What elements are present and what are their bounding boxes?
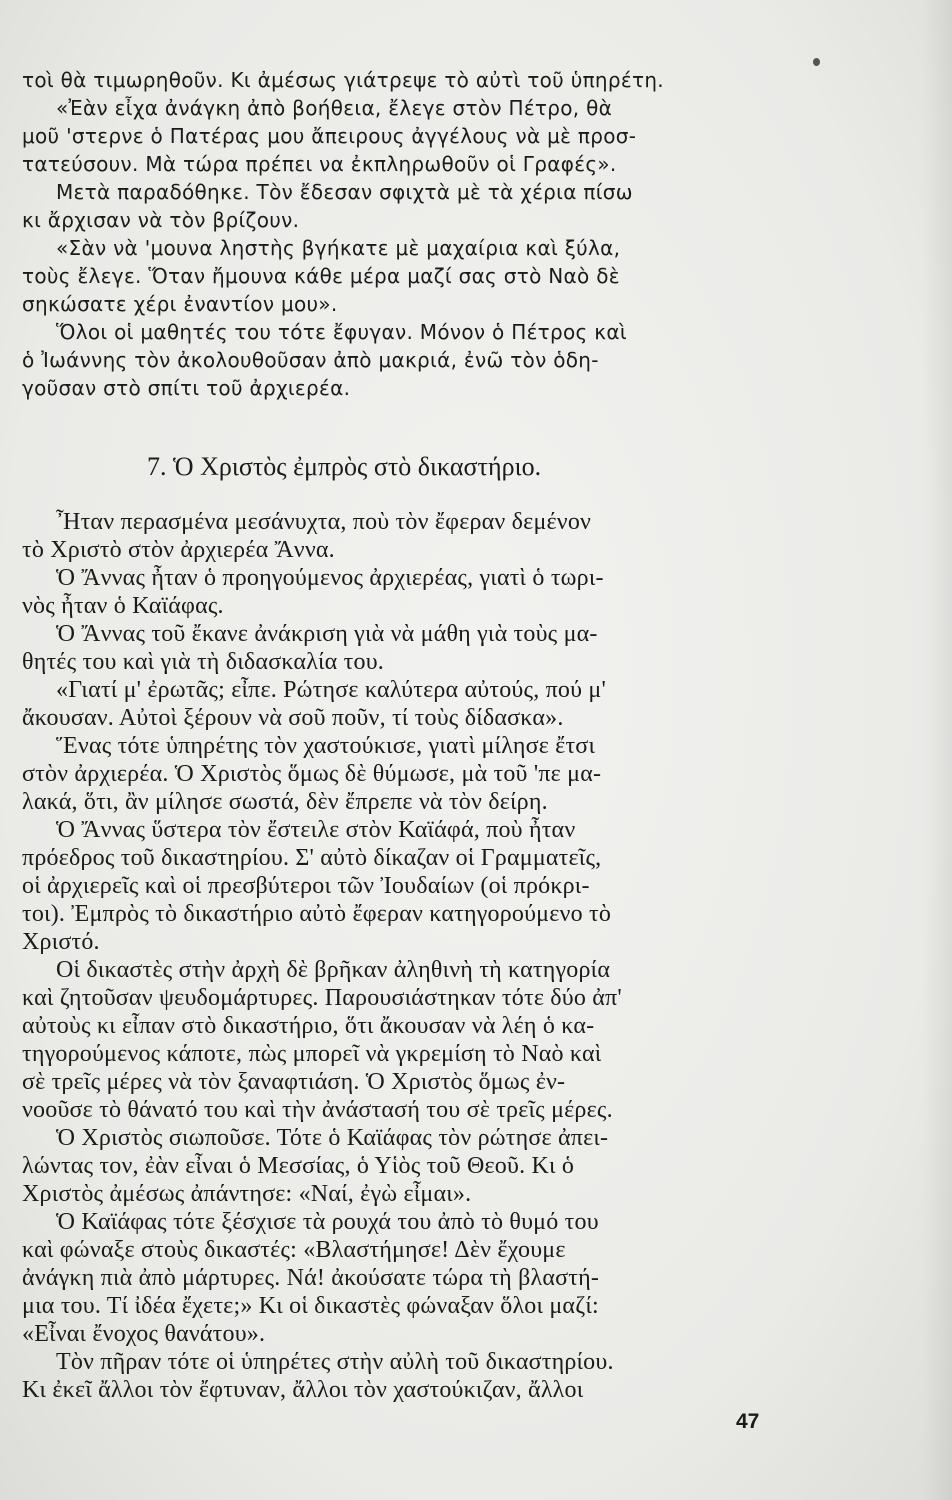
text-line: Κι ἐκεῖ ἄλλοι τὸν ἔφτυναν, ἄλλοι τὸν χαστούκιζαν, ἄλλοι — [22, 1377, 584, 1403]
text-line: Ὁ Καϊάφας τότε ξέσχισε τὰ ρουχά του ἀπὸ τὸ θυμό του — [56, 1209, 599, 1235]
text-line: αὐτοὺς κι εἶπαν στὸ δικαστήριο, ὅτι ἄκουσαν νὰ λέη ὁ κα- — [22, 1013, 595, 1039]
text-line: ἄκουσαν. Αὐτοὶ ξέρουν νὰ σοῦ ποῦν, τί τοὺς δίδασκα». — [22, 705, 564, 731]
text-line: Ὁ Ἄννας ἦταν ὁ προηγούμενος ἀρχιερέας, γιατὶ ὁ τωρι- — [56, 565, 604, 591]
text-line: Χριστὸς ἀμέσως ἀπάντησε: «Ναί, ἐγὼ εἶμαι». — [22, 1181, 472, 1207]
text-line: λώντας τον, ἐὰν εἶναι ὁ Μεσσίας, ὁ Υἱὸς τοῦ Θεοῦ. Κι ὁ — [22, 1153, 575, 1179]
text-line: Τὸν πῆραν τότε οἱ ὑπηρέτες στὴν αὐλὴ τοῦ δικαστηρίου. — [56, 1349, 614, 1375]
text-line: τοι). Ἐμπρὸς τὸ δικαστήριο αὐτὸ ἔφεραν κατηγορούμενο τὸ — [22, 901, 612, 927]
text-line: «Εἶναι ἔνοχος θανάτου». — [22, 1321, 266, 1347]
text-line: κι ἄρχισαν νὰ τὸν βρίζουν. — [22, 208, 300, 232]
text-line: σηκώσατε χέρι ἐναντίον μου». — [22, 292, 338, 316]
text-line: νὸς ἦταν ὁ Καϊάφας. — [22, 593, 224, 619]
page-number: 47 — [736, 1410, 760, 1433]
text-line: γοῦσαν στὸ σπίτι τοῦ ἀρχιερέα. — [22, 376, 351, 400]
text-line: Ὁ Χριστὸς σιωποῦσε. Τότε ὁ Καϊάφας τὸν ρώτησε ἀπει- — [56, 1125, 609, 1151]
text-line: ὁ Ἰωάννης τὸν ἀκολουθοῦσαν ἀπὸ μακριά, ἐνῶ τὸν ὁδη- — [22, 348, 599, 372]
text-line: στὸν ἀρχιερέα. Ὁ Χριστὸς ὅμως δὲ θύμωσε, μὰ τοῦ 'πε μα- — [22, 761, 602, 787]
text-line: νοοῦσε τὸ θάνατό του καὶ τὴν ἀνάστασή του σὲ τρεῖς μέρες. — [22, 1097, 613, 1123]
text-line: μια του. Τί ἰδέα ἔχετε;» Κι οἱ δικαστὲς φώναξαν ὅλοι μαζί: — [22, 1293, 599, 1319]
text-line: καὶ ζητοῦσαν ψευδομάρτυρες. Παρουσιάστηκαν τότε δύο ἀπ' — [22, 985, 622, 1011]
page-edge-shadow — [922, 0, 952, 1500]
text-line: θητές του καὶ γιὰ τὴ διδασκαλία του. — [22, 649, 384, 675]
text-line: Ἕνας τότε ὑπηρέτης τὸν χαστούκισε, γιατὶ μίλησε ἔτσι — [56, 733, 596, 759]
text-line: Ὅλοι οἱ μαθητές του τότε ἔφυγαν. Μόνον ὁ Πέτρος καὶ — [56, 320, 627, 344]
text-line: καὶ φώναξε στοὺς δικαστές: «Βλαστήμησε! Δὲν ἔχουμε — [22, 1237, 566, 1263]
section-heading: 7. Ὁ Χριστὸς ἐμπρὸς στὸ δικαστήριο. — [147, 452, 542, 481]
text-line: «Σὰν νὰ 'μουνα ληστὴς βγήκατε μὲ μαχαίρια καὶ ξύλα, — [56, 236, 621, 260]
text-line: Ὁ Ἄννας ὕστερα τὸν ἔστειλε στὸν Καϊάφά, ποὺ ἦταν — [56, 817, 576, 843]
text-line: οἱ ἀρχιερεῖς καὶ οἱ πρεσβύτεροι τῶν Ἰουδαίων (οἱ πρόκρι- — [22, 873, 590, 899]
text-line: «Ἐὰν εἶχα ἀνάγκη ἀπὸ βοήθεια, ἔλεγε στὸν Πέτρο, θὰ — [56, 96, 613, 120]
text-line: πρόεδρος τοῦ δικαστηρίου. Σ' αὐτὸ δίκαζαν οἱ Γραμματεῖς, — [22, 845, 602, 871]
text-line: τοὶ θὰ τιμωρηθοῦν. Κι ἀμέσως γιάτρεψε τὸ αὐτὶ τοῦ ὑπηρέτη. — [22, 68, 664, 92]
text-line: τατεύσουν. Μὰ τώρα πρέπει να ἐκπληρωθοῦν οἱ Γραφές». — [22, 152, 617, 176]
text-line: μοῦ 'στερνε ὁ Πατέρας μου ἄπειρους ἀγγέλους νὰ μὲ προσ- — [22, 124, 637, 148]
text-line: λακά, ὅτι, ἂν μίλησε σωστά, δὲν ἔπρεπε νὰ τὸν δείρη. — [22, 789, 548, 815]
text-line: τοὺς ἔλεγε. Ὅταν ἤμουνα κάθε μέρα μαζί σας στὸ Ναὸ δὲ — [22, 264, 620, 288]
text-line: σὲ τρεῖς μέρες νὰ τὸν ξαναφτιάση. Ὁ Χριστὸς ὅμως ἐν- — [22, 1069, 566, 1095]
text-line: ἀνάγκη πιὰ ἀπὸ μάρτυρες. Νά! ἀκούσατε τώρα τὴ βλαστή- — [22, 1265, 600, 1291]
text-line: Ὁ Ἄννας τοῦ ἔκανε ἀνάκριση γιὰ νὰ μάθη γιὰ τοὺς μα- — [56, 621, 598, 647]
text-line: «Γιατί μ' ἐρωτᾶς; εἶπε. Ρώτησε καλύτερα αὐτούς, πού μ' — [56, 677, 606, 703]
text-line: Χριστό. — [22, 929, 100, 955]
text-line: Ἦταν περασμένα μεσάνυχτα, ποὺ τὸν ἔφεραν δεμένον — [56, 509, 592, 535]
ink-speck — [813, 58, 820, 66]
text-line: τηγορούμενος κάποτε, πὼς μπορεῖ νὰ γκρεμίση τὸ Ναὸ καὶ — [22, 1041, 602, 1067]
text-line: Μετὰ παραδόθηκε. Τὸν ἔδεσαν σφιχτὰ μὲ τὰ χέρια πίσω — [56, 180, 633, 204]
text-line: τὸ Χριστὸ στὸν ἀρχιερέα Ἄννα. — [22, 537, 335, 563]
text-line: Οἱ δικαστὲς στὴν ἀρχὴ δὲ βρῆκαν ἀληθινὴ τὴ κατηγορία — [56, 957, 611, 983]
